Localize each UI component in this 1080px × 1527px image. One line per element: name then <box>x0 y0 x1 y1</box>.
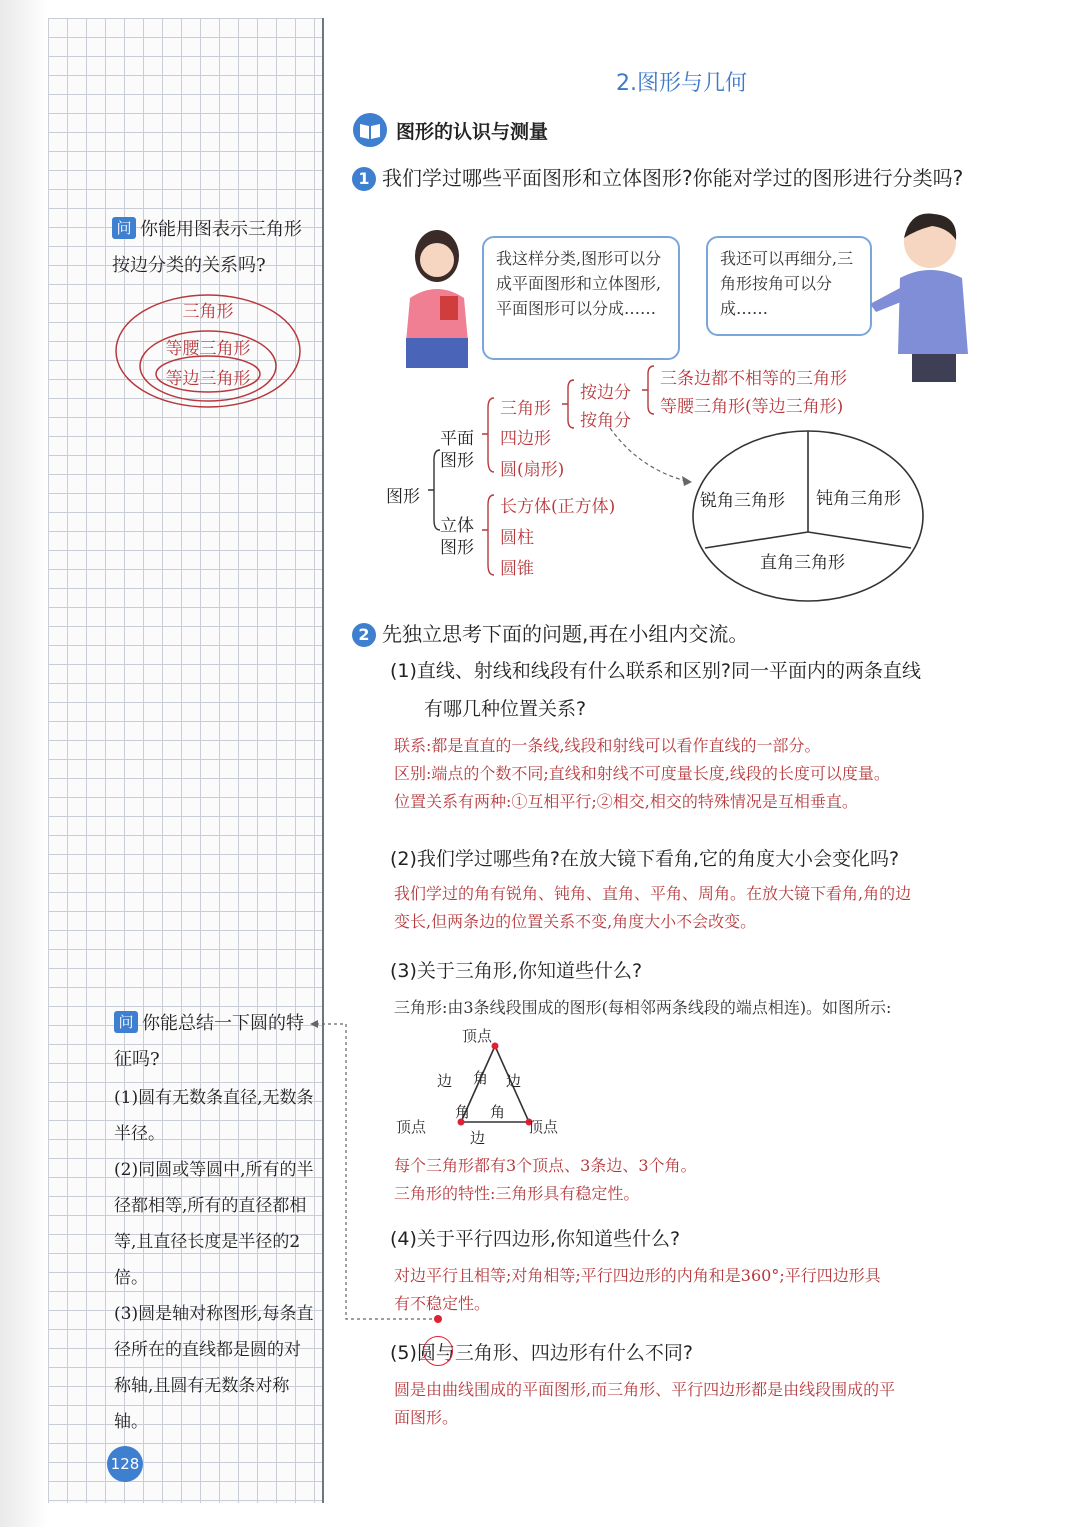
tree-plane-item: 四边形 <box>500 429 551 449</box>
triangle-definition: 三角形:由3条线段围成的图形(每相邻两条线段的端点相连)。如图所示: <box>394 998 892 1017</box>
section-title: 2.图形与几何 <box>616 71 747 96</box>
boy-speech-bubble: 我还可以再细分,三角形按角可以分成…… <box>706 236 872 336</box>
question-icon: 问 <box>112 217 136 239</box>
sub-question-3: (3)关于三角形,你知道些什么? <box>390 960 643 982</box>
question-1-number: 1 <box>352 167 376 191</box>
sub-question-1: (1)直线、射线和线段有什么联系和区别?同一平面内的两条直线 <box>390 660 921 682</box>
unit-title: 图形的认识与测量 <box>396 120 549 143</box>
venn-middle-label: 等腰三角形 <box>165 339 251 359</box>
venn-outer-label: 三角形 <box>182 302 234 322</box>
question-2-number: 2 <box>352 623 376 647</box>
unit-header <box>352 112 548 148</box>
sub-question-2: (2)我们学过哪些角?在放大镜下看角,它的角度大小会变化吗? <box>390 848 900 870</box>
book-icon <box>352 112 388 148</box>
tree-root: 图形 <box>386 487 420 507</box>
question-1: 1 我们学过哪些平面图形和立体图形?你能对学过的图形进行分类吗? <box>352 162 1052 191</box>
tree-solid-item: 圆柱 <box>500 528 534 548</box>
page-fold-shadow <box>0 0 48 1527</box>
tree-solid-item: 圆锥 <box>500 559 534 579</box>
vertex-label-left: 顶点 <box>396 1118 427 1136</box>
angle-label-left: 角 <box>455 1103 471 1121</box>
question-2: 2 先独立思考下面的问题,再在小组内交流。 <box>352 618 748 647</box>
boy-illustration <box>862 204 988 382</box>
tree-plane-item: 圆(扇形) <box>500 460 565 480</box>
sub-answer-3: 每个三角形都有3个顶点、3条边、3个角。 三角形的特性:三角形具有稳定性。 <box>394 1156 697 1203</box>
venn-inner-label: 等边三角形 <box>165 369 251 389</box>
angle-label-right: 角 <box>490 1103 506 1121</box>
sub-question-1-cont: 有哪几种位置关系? <box>424 698 587 720</box>
angle-label-top: 角 <box>473 1069 489 1087</box>
girl-illustration <box>392 218 482 370</box>
right-triangle-label: 直角三角形 <box>760 553 845 573</box>
sidebar-question-2: 问 你能总结一下圆的特征吗? <box>114 1013 304 1070</box>
acute-triangle-label: 锐角三角形 <box>700 491 785 511</box>
sidebar-question-1: 问 你能用图表示三角形按边分类的关系吗? <box>112 219 302 276</box>
side-label-left: 边 <box>437 1072 453 1090</box>
sub-question-5: (5)圆与三角形、四边形有什么不同? <box>390 1342 693 1364</box>
angle-classification-circle <box>690 428 926 604</box>
tree-solid: 立体图形 <box>440 516 474 558</box>
tree-by-angle: 按角分 <box>580 411 631 431</box>
page-number: 128 <box>107 1446 143 1482</box>
side-label-bottom: 边 <box>470 1129 486 1147</box>
tree-side-item: 三条边都不相等的三角形 <box>660 369 847 389</box>
circle-highlight <box>423 1336 453 1366</box>
side-label-right: 边 <box>506 1072 522 1090</box>
sub-answer-4: 对边平行且相等;对角相等;平行四边形的内角和是360°;平行四边形具 有不稳定性。 <box>394 1266 881 1313</box>
sub-answer-1: 联系:都是直直的一条线,线段和射线可以看作直线的一部分。 区别:端点的个数不同;直线和射线不可度量长度,线段的长度可以度量。 位置关系有两种:①互相平行;②相交,相交的特殊情况是互相垂直。 <box>394 736 890 811</box>
tree-side-item: 等腰三角形(等边三角形) <box>660 397 844 417</box>
vertex-label-top: 顶点 <box>462 1027 493 1045</box>
circle-features-answer: (1)圆有无数条直径,无数条半径。 (2)同圆或等圆中,所有的半径都相等,所有的直径都相等,且直径长度是半径的2倍。 (3)圆是轴对称图形,每条直径所在的直线都是圆的对称轴,且圆有无数条对称轴。 <box>114 1088 314 1432</box>
question-icon: 问 <box>114 1011 138 1033</box>
tree-plane-item: 三角形 <box>500 399 551 419</box>
tree-brackets <box>420 360 720 585</box>
vertex-label-right: 顶点 <box>528 1118 559 1136</box>
tree-plane: 平面图形 <box>440 429 474 471</box>
tree-solid-item: 长方体(正方体) <box>500 497 616 517</box>
sub-answer-5: 圆是由曲线围成的平面图形,而三角形、平行四边形都是由线段围成的平 面图形。 <box>394 1380 896 1427</box>
sub-answer-2: 我们学过的角有锐角、钝角、直角、平角、周角。在放大镜下看角,角的边 变长,但两条边的位置关系不变,角度大小不会改变。 <box>394 884 912 931</box>
sub-question-4: (4)关于平行四边形,你知道些什么? <box>390 1228 681 1250</box>
obtuse-triangle-label: 钝角三角形 <box>816 489 901 509</box>
girl-speech-bubble: 我这样分类,图形可以分成平面图形和立体图形,平面图形可以分成…… <box>482 236 680 360</box>
tree-by-side: 按边分 <box>580 383 631 403</box>
